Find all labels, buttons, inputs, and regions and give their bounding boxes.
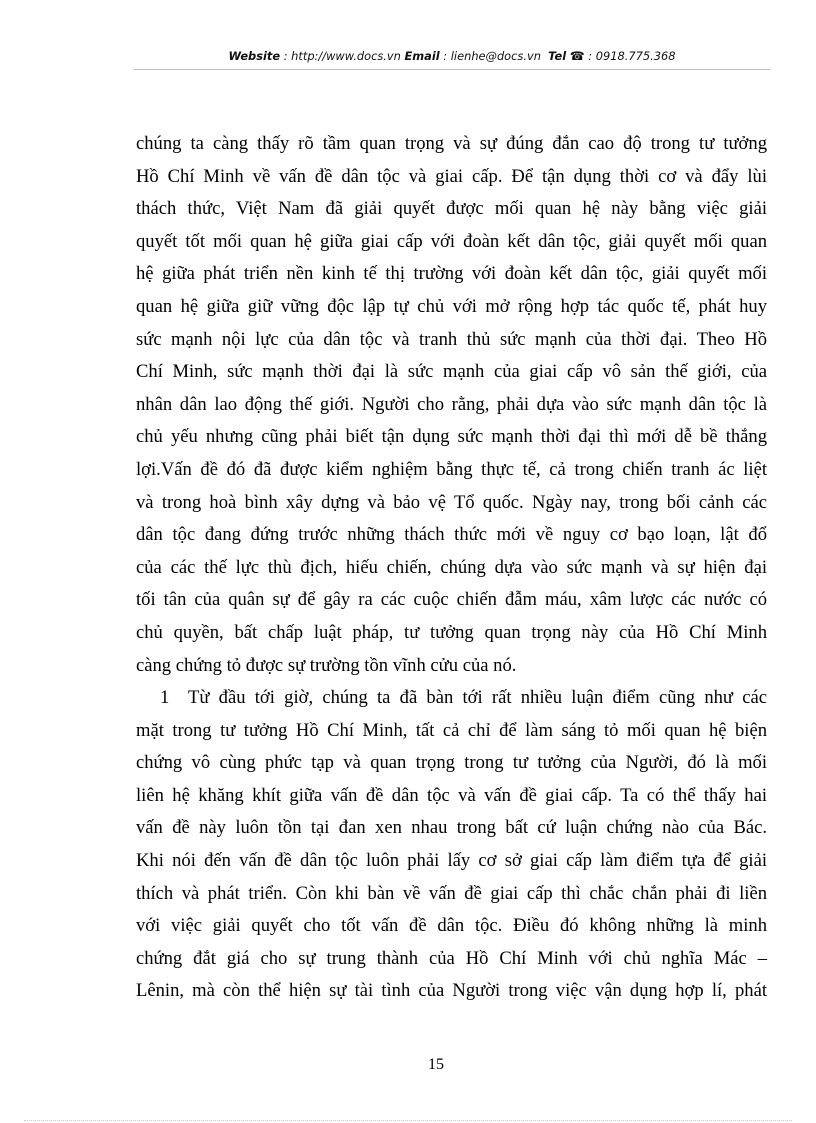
body-line: chúng ta càng thấy rõ tầm quan trọng và sự đúng đắn cao độ trong tư tưởng — [136, 133, 767, 154]
paragraph-start-line — [136, 682, 767, 715]
email-label: Email — [404, 49, 440, 63]
body-line: tối tân của quân sự để gây ra các cuộc chiến đẫm máu, xâm lược các nước có — [136, 589, 767, 611]
body-line: Chí Minh, sức mạnh thời đại là sức mạnh của giai cấp vô sản thế giới, của — [136, 361, 767, 383]
body-line: Hồ Chí Minh về vấn đề dân tộc và giai cấp. Để tận dụng thời cơ và đẩy lùi — [136, 165, 767, 187]
body-line: với việc giải quyết cho tốt vấn đề dân tộc. Điều đó không những là minh — [136, 915, 767, 937]
body-line: thích và phát triển. Còn khi bàn về vấn đề giai cấp thì chắc chắn phải đi liền — [136, 882, 767, 904]
body-line: thách thức, Việt Nam đã giải quyết được mối quan hệ này bằng việc giải — [136, 198, 767, 220]
website-separator: : — [280, 49, 292, 63]
body-line: quyết tốt mối quan hệ giữa giai cấp với đoàn kết dân tộc, giải quyết mối quan — [136, 230, 767, 252]
body-line: dân tộc đang đứng trước những thách thức mới về nguy cơ bạo loạn, lật đổ — [136, 524, 767, 546]
body-line: càng chứng tỏ được sự trường tồn vĩnh cửu của nó. — [136, 654, 517, 676]
body-line: sức mạnh nội lực của dân tộc và tranh thủ sức mạnh của thời đại. Theo Hồ — [136, 328, 767, 350]
body-line: và trong hoà bình xây dựng và bảo vệ Tổ quốc. Ngày nay, trong bối cảnh các — [136, 491, 767, 513]
tel-number: 0918.775.368 — [595, 49, 676, 63]
body-line: quan hệ giữa giữ vững độc lập tự chủ với mở rộng hợp tác quốc tế, phát huy — [136, 295, 767, 317]
body-line: chứng đắt giá cho sự trung thành của Hồ Chí Minh với chủ nghĩa Mác – — [136, 947, 767, 969]
body-line: nhân dân lao động thế giới. Người cho rằng, phải dựa vào sức mạnh dân tộc là — [136, 393, 767, 415]
body-line: Lênin, mà còn thể hiện sự tài tình của Người trong việc vận dụng hợp lí, phát — [136, 980, 767, 1002]
page-header — [134, 48, 770, 70]
body-line: của các thế lực thù địch, hiếu chiến, chúng dựa vào sức mạnh và sự hiện đại — [136, 556, 767, 578]
body-line: chứng vô cùng phức tạp và quan trọng trong tư tưởng của Người, đó là mối — [136, 752, 767, 774]
body-line: chủ quyền, bất chấp luật pháp, tư tưởng quan trọng này của Hồ Chí Minh — [136, 621, 767, 643]
email-address[interactable]: lienhe@docs.vn — [450, 49, 541, 63]
body-line-text: Từ đầu tới giờ, chúng ta đã bàn tới rất nhiều luận điểm cũng như các — [188, 687, 767, 709]
body-line: lợi.Vấn đề đó đã được kiểm nghiệm bằng thực tế, cả trong chiến tranh ác liệt — [136, 458, 767, 480]
body-line: liên hệ khăng khít giữa vấn đề dân tộc và vấn đề giai cấp. Ta có thể thấy hai — [136, 784, 767, 806]
tel-separator: : — [584, 49, 596, 63]
email-separator: : — [439, 49, 451, 63]
tel-label: Tel — [548, 49, 567, 63]
body-line: chủ yếu nhưng cũng phải biết tận dụng sức mạnh thời đại thì mới dễ bề thắng — [136, 426, 767, 448]
telephone-icon: ☎ — [569, 49, 585, 63]
body-line: mặt trong tư tưởng Hồ Chí Minh, tất cả chỉ để làm sáng tỏ mối quan hệ biện — [136, 719, 767, 741]
body-line: vấn đề này luôn tồn tại đan xen nhau trong bất cứ luận chứng nào của Bác. — [136, 817, 767, 839]
body-line: Khi nói đến vấn đề dân tộc luôn phải lấy cơ sở giai cấp làm điểm tựa để giải — [136, 850, 767, 872]
body-line: hệ giữa phát triển nền kinh tế thị trường với đoàn kết dân tộc, giải quyết mối — [136, 263, 767, 285]
page-number: 15 — [428, 1056, 444, 1073]
paragraph-number: 1 — [160, 687, 170, 709]
website-url[interactable]: http://www.docs.vn — [291, 49, 401, 63]
footer-divider — [24, 1120, 792, 1121]
document-body — [136, 128, 767, 1008]
website-label: Website — [228, 49, 281, 63]
